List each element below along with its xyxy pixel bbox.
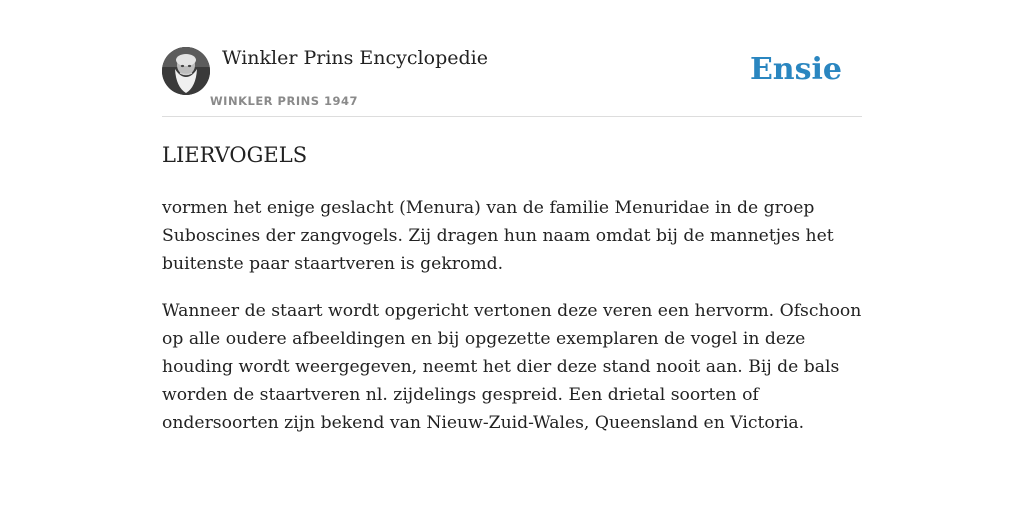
article-headword: LIERVOGELS [162,143,308,167]
portrait-icon [162,47,210,95]
source-title[interactable]: Winkler Prins Encyclopedie [222,47,488,69]
article-paragraph: Wanneer de staart wordt opgericht vertonen deze veren een hervorm. Ofschoon op alle oudere afbeeldingen en bij opgezette exemplaren de vogel in deze houding wordt weergegeven, neemt het dier deze stand nooit aan. Bij de bals worden de staartveren nl. zijdelings gespreid. Een drietal soorten of ondersoorten zijn bekend van Nieuw-Zuid-Wales, Queensland en Victoria. [162,301,862,433]
article [162,138,862,456]
avatar[interactable] [162,47,210,95]
source-header [162,44,862,117]
source-subtitle[interactable]: WINKLER PRINS 1947 [210,94,359,108]
brand-logo-link[interactable]: Ensie [749,52,842,87]
article-paragraph: vormen het enige geslacht (Menura) van de familie Menuridae in de groep Suboscines der zangvogels. Zij dragen hun naam omdat bij de mannetjes het buitenste paar staartveren is gekromd. [162,198,834,274]
